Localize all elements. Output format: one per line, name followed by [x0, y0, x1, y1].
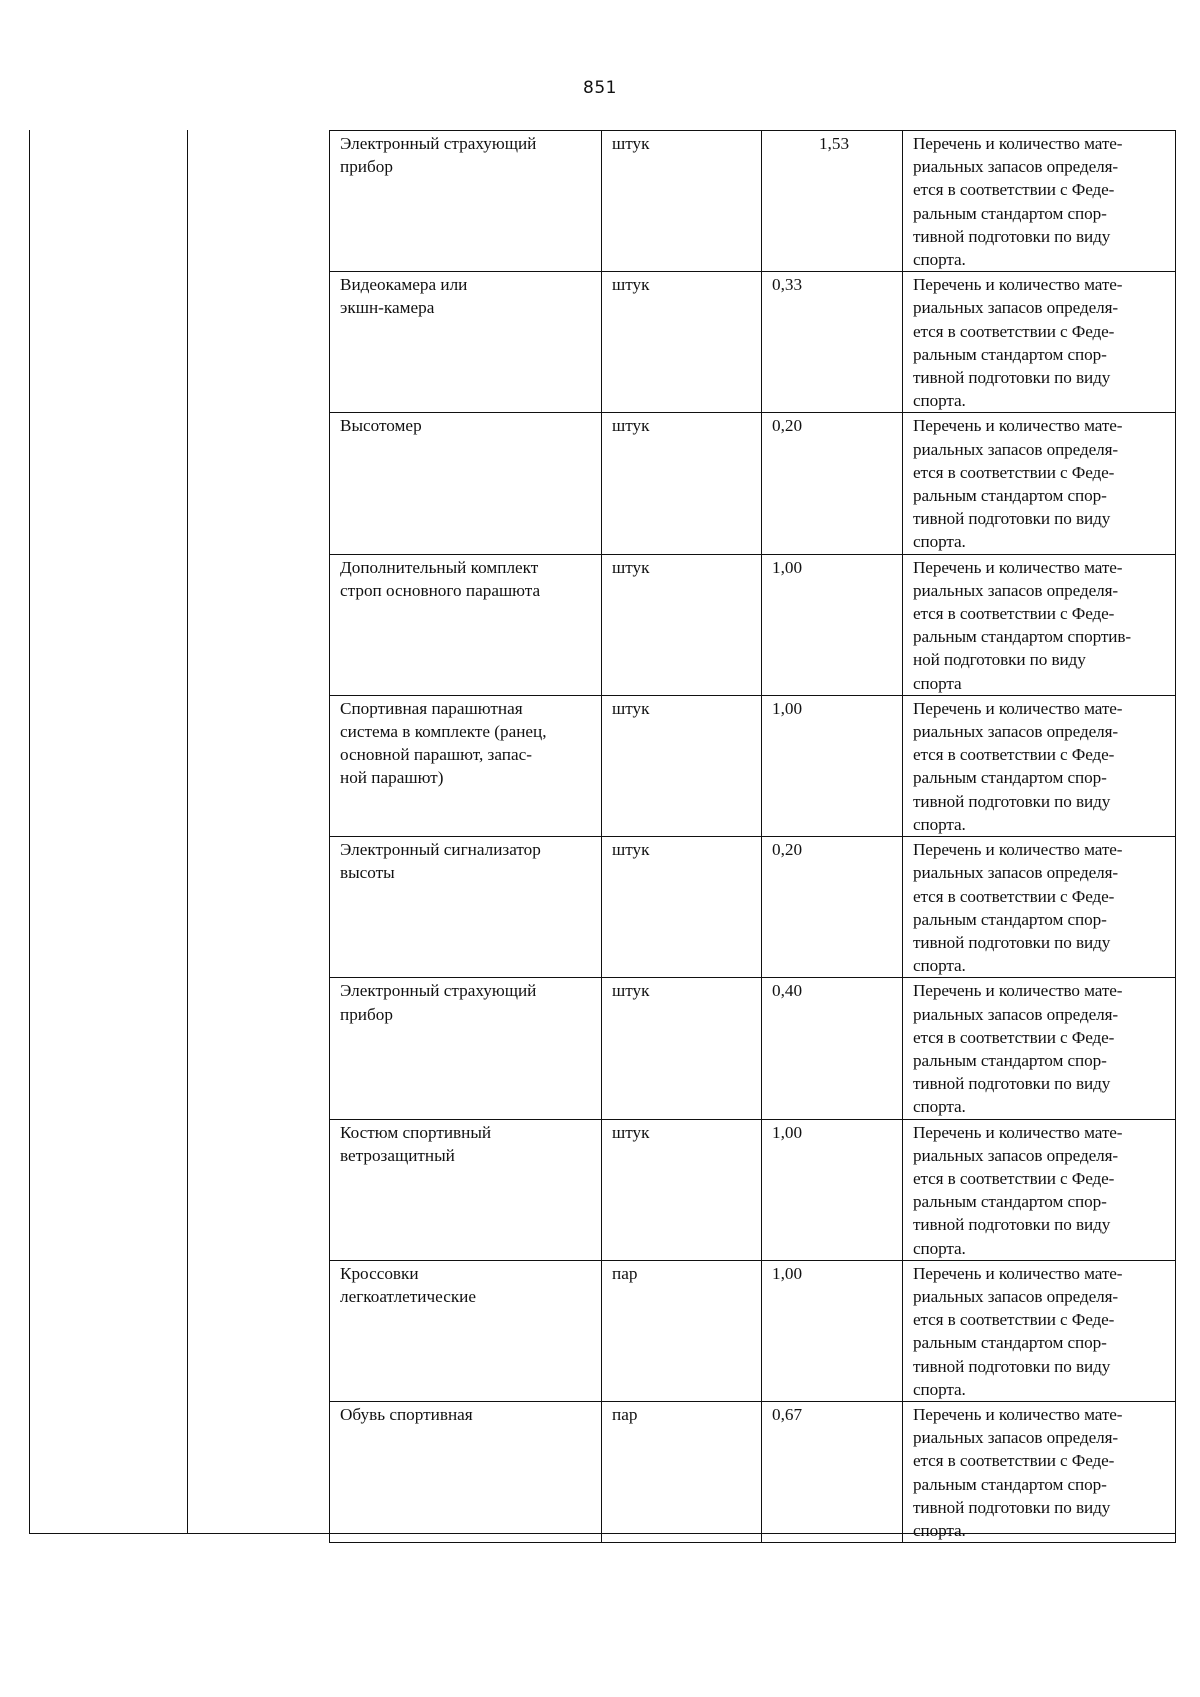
item-name-line: Дополнительный комплект: [340, 557, 539, 577]
note-line: ется в соответствии с Феде-: [913, 604, 1115, 624]
item-name-line: строп основного парашюта: [340, 580, 541, 600]
note-line: ется в соответствии с Феде-: [913, 886, 1115, 906]
note-line: риальных запасов определя-: [913, 157, 1119, 177]
note-line: Перечень и количество мате-: [913, 557, 1123, 577]
note-line: тивной подготовки по виду: [913, 1356, 1111, 1376]
item-name-cell: [330, 272, 602, 413]
note-line: ется в соответствии с Феде-: [913, 1168, 1115, 1188]
item-name-line: прибор: [340, 1004, 393, 1024]
table-row: [330, 554, 1176, 695]
note-line: спорта.: [913, 956, 966, 976]
note-line: Перечень и количество мате-: [913, 840, 1123, 860]
quantity-cell: 1,00: [762, 1260, 903, 1401]
item-name-cell: [330, 131, 602, 272]
item-name-line: система в комплекте (ранец,: [340, 722, 547, 742]
note-line: ральным стандартом спор-: [913, 909, 1107, 929]
note-line: спорта: [913, 673, 962, 693]
item-name-cell: [330, 1401, 602, 1542]
note-line: Перечень и количество мате-: [913, 1263, 1123, 1283]
item-name-line: Обувь спортивная: [340, 1404, 473, 1424]
quantity-cell: 1,00: [762, 554, 903, 695]
quantity-cell: 0,20: [762, 413, 903, 554]
note-cell: [903, 1401, 1176, 1542]
note-line: Перечень и количество мате-: [913, 134, 1123, 153]
note-line: ральным стандартом спор-: [913, 1050, 1107, 1070]
item-name-cell: [330, 978, 602, 1119]
note-line: Перечень и количество мате-: [913, 275, 1123, 295]
unit-cell: штук: [602, 837, 762, 978]
note-line: риальных запасов определя-: [913, 298, 1119, 318]
note-cell: [903, 272, 1176, 413]
note-line: риальных запасов определя-: [913, 1428, 1119, 1448]
note-line: ральным стандартом спор-: [913, 203, 1107, 223]
table-row: [330, 1401, 1176, 1542]
item-name-line: основной парашют, запас-: [340, 745, 532, 765]
note-line: риальных запасов определя-: [913, 863, 1119, 883]
item-name-line: ветрозащитный: [340, 1145, 455, 1165]
table-row: [330, 1119, 1176, 1260]
note-cell: [903, 554, 1176, 695]
item-name-cell: [330, 1260, 602, 1401]
note-line: ется в соответствии с Феде-: [913, 180, 1115, 200]
note-line: спорта.: [913, 532, 966, 552]
note-cell: [903, 413, 1176, 554]
note-line: ется в соответствии с Феде-: [913, 462, 1115, 482]
note-line: риальных запасов определя-: [913, 439, 1119, 459]
items-table-body: [330, 131, 1176, 1543]
note-line: ется в соответствии с Феде-: [913, 745, 1115, 765]
item-name-line: Электронный сигнализатор: [340, 840, 541, 860]
unit-cell: штук: [602, 554, 762, 695]
note-line: тивной подготовки по виду: [913, 368, 1111, 388]
unit-cell: штук: [602, 131, 762, 272]
table-row: [330, 837, 1176, 978]
note-line: ральным стандартом спор-: [913, 486, 1107, 506]
note-line: тивной подготовки по виду: [913, 791, 1111, 811]
item-name-cell: [330, 413, 602, 554]
note-line: ральным стандартом спор-: [913, 1333, 1107, 1353]
item-name-cell: [330, 695, 602, 836]
equipment-table: [29, 130, 1175, 1540]
note-line: риальных запасов определя-: [913, 580, 1119, 600]
note-line: спорта.: [913, 1097, 966, 1117]
note-line: спорта.: [913, 1520, 966, 1540]
quantity-cell: 0,40: [762, 978, 903, 1119]
table-left-border: [29, 130, 30, 1534]
note-cell: [903, 131, 1176, 272]
note-line: тивной подготовки по виду: [913, 932, 1111, 952]
unit-cell: пар: [602, 1401, 762, 1542]
item-name-line: Электронный страхующий: [340, 134, 537, 153]
note-line: спорта.: [913, 814, 966, 834]
item-name-line: Электронный страхующий: [340, 981, 537, 1001]
note-line: тивной подготовки по виду: [913, 226, 1111, 246]
note-line: риальных запасов определя-: [913, 1145, 1119, 1165]
table-row: [330, 978, 1176, 1119]
item-name-line: Кроссовки: [340, 1263, 419, 1283]
item-name-line: Высотомер: [340, 416, 422, 436]
item-name-line: легкоатлетические: [340, 1286, 477, 1306]
note-cell: [903, 1119, 1176, 1260]
note-cell: [903, 978, 1176, 1119]
note-line: ется в соответствии с Феде-: [913, 1451, 1115, 1471]
item-name-line: высоты: [340, 863, 395, 883]
note-line: Перечень и количество мате-: [913, 698, 1123, 718]
note-line: спорта.: [913, 1379, 966, 1399]
item-name-line: прибор: [340, 157, 393, 177]
note-line: Перечень и количество мате-: [913, 416, 1123, 436]
quantity-cell: 0,33: [762, 272, 903, 413]
table-column-divider-1: [187, 130, 188, 1534]
item-name-line: Спортивная парашютная: [340, 698, 523, 718]
note-line: тивной подготовки по виду: [913, 1215, 1111, 1235]
item-name-cell: [330, 554, 602, 695]
note-line: ральным стандартом спор-: [913, 1474, 1107, 1494]
note-line: ной подготовки по виду: [913, 650, 1086, 670]
unit-cell: штук: [602, 272, 762, 413]
note-line: тивной подготовки по виду: [913, 509, 1111, 529]
note-line: Перечень и количество мате-: [913, 1404, 1123, 1424]
note-line: ральным стандартом спортив-: [913, 627, 1131, 647]
item-name-line: Костюм спортивный: [340, 1122, 492, 1142]
note-line: ральным стандартом спор-: [913, 768, 1107, 788]
note-line: ральным стандартом спор-: [913, 1192, 1107, 1212]
unit-cell: штук: [602, 1119, 762, 1260]
item-name-cell: [330, 1119, 602, 1260]
note-line: ется в соответствии с Феде-: [913, 1027, 1115, 1047]
table-row: [330, 131, 1176, 272]
note-line: спорта.: [913, 250, 966, 270]
note-line: спорта.: [913, 391, 966, 411]
note-line: Перечень и количество мате-: [913, 1122, 1123, 1142]
table-row: [330, 413, 1176, 554]
quantity-cell: 1,00: [762, 1119, 903, 1260]
item-name-line: Видеокамера или: [340, 275, 468, 295]
note-line: риальных запасов определя-: [913, 1286, 1119, 1306]
note-cell: [903, 1260, 1176, 1401]
note-line: риальных запасов определя-: [913, 1004, 1119, 1024]
note-line: Перечень и количество мате-: [913, 981, 1123, 1001]
note-line: ется в соответствии с Феде-: [913, 1310, 1115, 1330]
items-table: [329, 130, 1176, 1543]
table-row: [330, 695, 1176, 836]
item-name-line: экшн-камера: [340, 298, 435, 318]
note-cell: [903, 695, 1176, 836]
note-line: тивной подготовки по виду: [913, 1497, 1111, 1517]
quantity-cell: 1,00: [762, 695, 903, 836]
unit-cell: пар: [602, 1260, 762, 1401]
item-name-cell: [330, 837, 602, 978]
note-cell: [903, 837, 1176, 978]
note-line: спорта.: [913, 1238, 966, 1258]
note-line: тивной подготовки по виду: [913, 1074, 1111, 1094]
note-line: ральным стандартом спор-: [913, 344, 1107, 364]
table-row: [330, 1260, 1176, 1401]
unit-cell: штук: [602, 695, 762, 836]
note-line: ется в соответствии с Феде-: [913, 321, 1115, 341]
unit-cell: штук: [602, 413, 762, 554]
quantity-cell: 0,20: [762, 837, 903, 978]
unit-cell: штук: [602, 978, 762, 1119]
quantity-cell: 1,53: [762, 131, 903, 272]
page-number: 851: [583, 78, 617, 98]
note-line: риальных запасов определя-: [913, 722, 1119, 742]
item-name-line: ной парашют): [340, 768, 444, 788]
table-row: [330, 272, 1176, 413]
quantity-cell: 0,67: [762, 1401, 903, 1542]
